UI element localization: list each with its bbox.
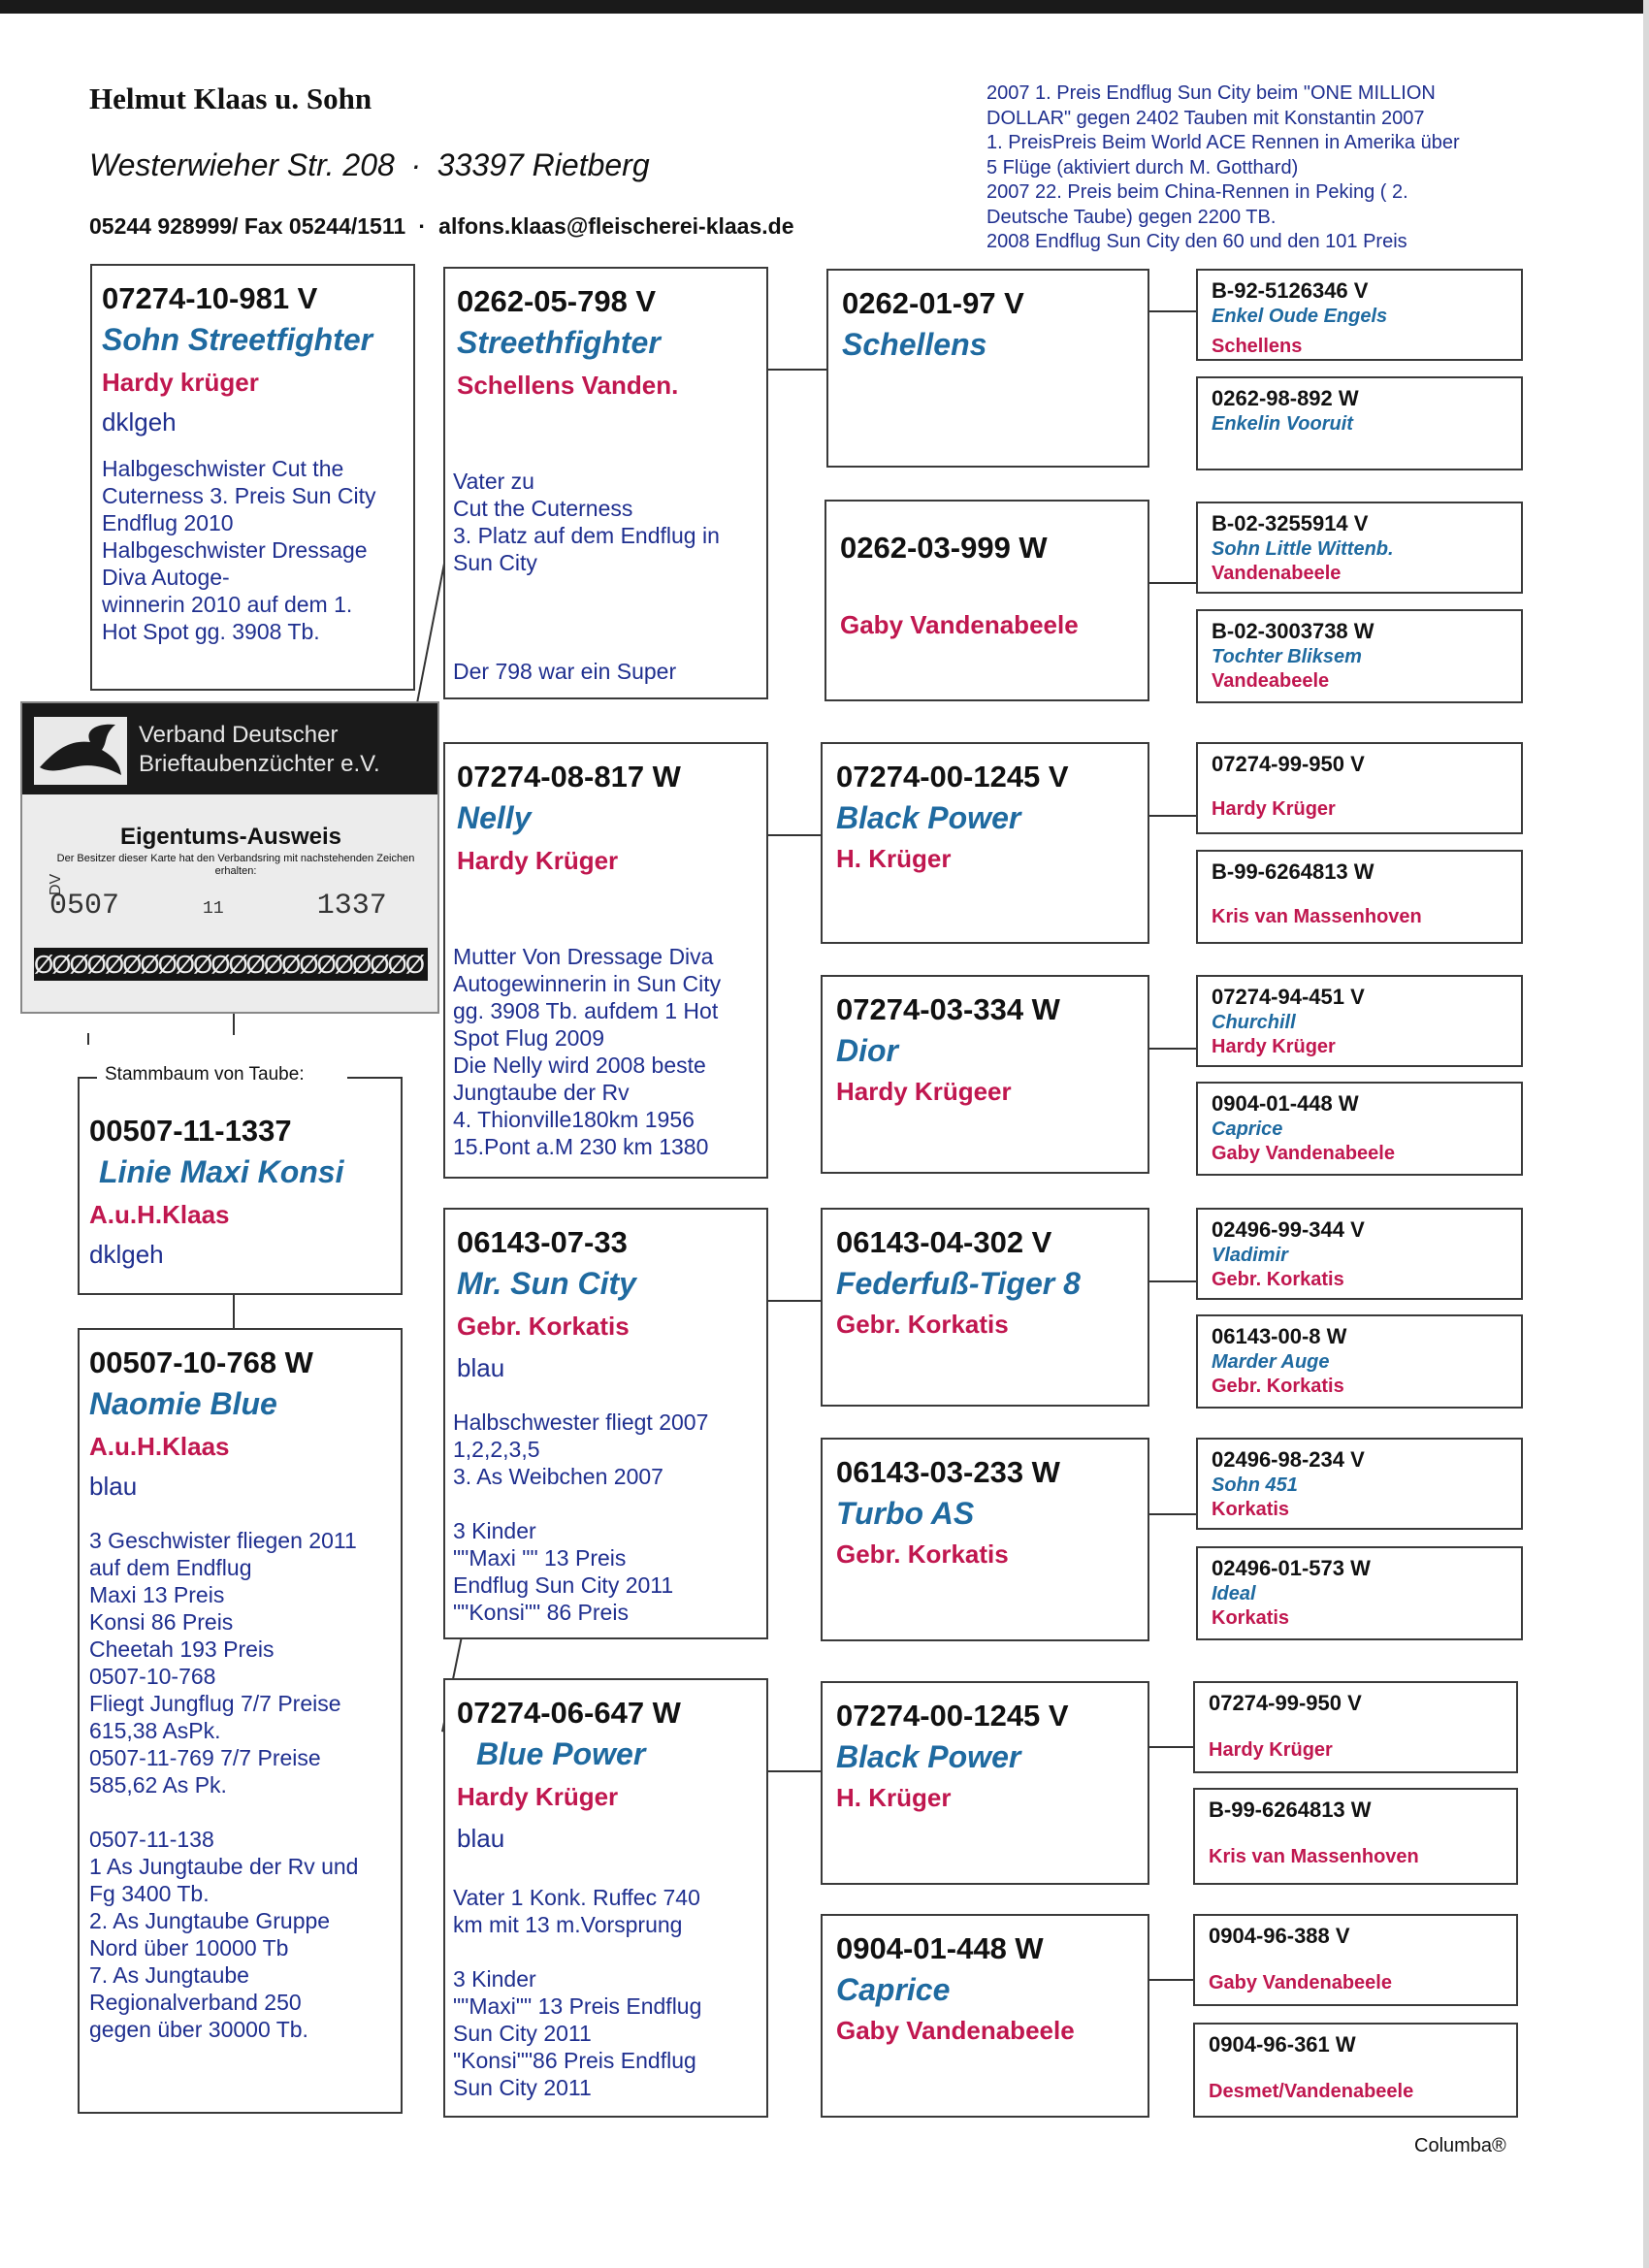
plumage-color: dklgeh [89, 1240, 164, 1269]
connector [1149, 815, 1196, 817]
card-title: Eigentums-Ausweis [119, 824, 342, 850]
breeder: Kris van Massenhoven [1212, 906, 1422, 927]
breeder: Hardy Krüger [457, 1782, 619, 1811]
breeder: Hardy krüger [102, 368, 259, 397]
pedigree-gen4-box [1196, 1438, 1523, 1530]
ring-number: 0262-03-999 W [840, 531, 1048, 565]
pedigree-gen4-box [1196, 1208, 1523, 1300]
pedigree-notes: Halbschwester fliegt 2007 1,2,2,3,5 3. As Weibchen 2007 3 Kinder ""Maxi "" 13 Preis Endflug Sun City 2011 ""Konsi"" 86 Preis [453, 1409, 709, 1625]
connector [1149, 1979, 1196, 1981]
phone: 05244 928999/ Fax 05244/1511 [89, 213, 406, 239]
breeder: Vandenabeele [1212, 563, 1342, 584]
pedigree-gen3-box [821, 1681, 1149, 1885]
pigeon-name: Nelly [457, 800, 532, 835]
pedigree-gen3-box [821, 1914, 1149, 2118]
pigeon-name: Black Power [836, 800, 1021, 835]
pigeon-name: Churchill [1212, 1012, 1296, 1033]
pedigree-gen4-box [1193, 1681, 1518, 1773]
breeder-name: Helmut Klaas u. Sohn [89, 81, 372, 115]
breeder: Hardy Krüger [457, 846, 619, 875]
contact-separator: · [418, 213, 426, 239]
achievement-line: 2008 Endflug Sun City den 60 und den 101 Preis [986, 231, 1407, 252]
pedigree-notes: Halbgeschwister Cut the Cuterness 3. Preis Sun City Endflug 2010 Halbgeschwister Dressage Diva Autoge- winnerin 2010 auf dem 1. Hot Spot gg. 3908 Tb. [102, 456, 376, 644]
pedigree-gen2-box [443, 1208, 768, 1639]
pedigree-gen3-box [826, 269, 1149, 468]
connector [87, 1033, 89, 1045]
card-band-number [49, 890, 387, 923]
pedigree-notes: Vater zu Cut the Cuterness 3. Platz auf dem Endflug in Sun City Der 798 war ein Super [453, 469, 720, 684]
connector [768, 369, 826, 371]
achievements [986, 81, 1530, 255]
ring-number: 02496-98-234 V [1212, 1447, 1365, 1472]
breeder-contact [89, 213, 794, 240]
pigeon-name: Blue Power [476, 1736, 646, 1771]
ring-number: 00507-10-768 W [89, 1345, 313, 1379]
breeder-address [89, 147, 650, 183]
pigeon-name: Dior [836, 1033, 898, 1068]
pedigree-gen4-box [1196, 1314, 1523, 1409]
ring-number: B-92-5126346 V [1212, 278, 1369, 303]
pedigree-gen4-box [1196, 1546, 1523, 1640]
achievement-line: 2007 22. Preis beim China-Rennen in Peking ( 2. [986, 181, 1408, 203]
pigeon-name: Mr. Sun City [457, 1266, 636, 1301]
pedigree-gen4-box [1193, 1788, 1518, 1885]
plumage-color: blau [457, 1824, 505, 1853]
breeder: Hardy Krüger [1212, 1036, 1336, 1057]
plumage-color: blau [457, 1353, 505, 1382]
pedigree-gen4-box [1196, 850, 1523, 944]
connector [768, 1770, 821, 1772]
ring-number: 0262-01-97 V [842, 286, 1024, 320]
email: alfons.klaas@fleischerei-klaas.de [438, 213, 794, 239]
pigeon-name: Enkelin Vooruit [1212, 413, 1353, 435]
breeder: Desmet/Vandenabeele [1209, 2081, 1414, 2102]
pigeon-name: Turbo AS [836, 1496, 975, 1531]
ring-number: 07274-99-950 V [1209, 1691, 1362, 1715]
address-separator: · [410, 147, 422, 182]
pedigree-sire [90, 264, 415, 691]
pigeon-name: Caprice [1212, 1118, 1283, 1140]
ring-number: 06143-00-8 W [1212, 1324, 1347, 1348]
card-header [22, 703, 439, 794]
pigeon-name: Tochter Bliksem [1212, 646, 1362, 667]
pigeon-name: Enkel Oude Engels [1212, 306, 1388, 327]
pigeon-name: Schellens [842, 327, 987, 362]
card-year: 11 [203, 899, 224, 919]
breeder: Gebr. Korkatis [1212, 1376, 1344, 1397]
ownership-card [20, 701, 439, 1014]
pedigree-gen3-box [821, 1208, 1149, 1407]
ring-number: 07274-08-817 W [457, 760, 681, 794]
subject-box-top-border [347, 1077, 403, 1079]
connector [768, 834, 821, 836]
connector [1149, 1048, 1196, 1050]
connector [1149, 582, 1196, 584]
achievement-line: Deutsche Taube) gegen 2200 TB. [986, 206, 1277, 228]
breeder: Hardy Krüger [1212, 798, 1336, 820]
breeder: Vandeabeele [1212, 670, 1330, 692]
breeder: H. Krüger [836, 1783, 952, 1812]
pigeon-name: Sohn Little Wittenb. [1212, 538, 1394, 560]
scan-edge-top [0, 0, 1649, 14]
card-dv: DV [48, 873, 64, 895]
pedigree-gen4-box [1193, 1914, 1518, 2006]
breeder: Schellens Vanden. [457, 371, 679, 400]
breeder: Gaby Vandenabeele [1209, 1972, 1392, 1993]
pedigree-gen4-box [1196, 1082, 1523, 1176]
pigeon-name: Federfuß-Tiger 8 [836, 1266, 1081, 1301]
breeder: Gaby Vandenabeele [836, 2016, 1075, 2045]
pigeon-name: Naomie Blue [89, 1386, 277, 1421]
pigeon-name: Sohn Streetfighter [102, 322, 373, 357]
ring-number: 0262-98-892 W [1212, 386, 1359, 410]
ring-number: 0262-05-798 V [457, 284, 657, 318]
breeder: Korkatis [1212, 1607, 1290, 1629]
plumage-color: dklgeh [102, 407, 177, 437]
ring-number: 06143-04-302 V [836, 1225, 1052, 1259]
connector [768, 1300, 821, 1302]
ring-number: 07274-00-1245 V [836, 760, 1069, 794]
subject-box-top-border [78, 1077, 97, 1079]
connector [233, 1014, 235, 1035]
breeder: Gebr. Korkatis [836, 1310, 1009, 1339]
breeder: Gaby Vandenabeele [840, 610, 1079, 639]
footer-brand: Columba® [1414, 2135, 1506, 2156]
breeder: Hardy Krügeer [836, 1077, 1012, 1106]
achievement-line: 1. PreisPreis Beim World ACE Rennen in Amerika über [986, 132, 1460, 153]
breeder: Gebr. Korkatis [836, 1539, 1009, 1569]
pedigree-gen4-box [1193, 2023, 1518, 2118]
pedigree-gen3-box [821, 975, 1149, 1174]
ring-number: 00507-11-1337 [89, 1114, 292, 1148]
pedigree-notes: 3 Geschwister fliegen 2011 auf dem Endflug Maxi 13 Preis Konsi 86 Preis Cheetah 193 Preis 0507-10-768 Fliegt Jungflug 7/7 Preise 615,38 AsPk. 0507-11-769 7/7 Preise 585,62 As Pk. 0507-11-138 1 As Jungtaube der Rv und Fg 3400 Tb. 2. As Jungtaube Gruppe Nord über 10000 Tb 7. As Jungtaube Regionalverband 250 gegen über 30000 Tb. [89, 1528, 359, 2042]
breeder: Gaby Vandenabeele [1212, 1143, 1395, 1164]
pigeon-name: Ideal [1212, 1583, 1256, 1604]
ring-number: 0904-96-388 V [1209, 1924, 1350, 1948]
pedigree-gen2-box [443, 267, 768, 699]
ring-number: 02496-01-573 W [1212, 1556, 1371, 1580]
breeder: Gebr. Korkatis [1212, 1269, 1344, 1290]
ring-number: 06143-03-233 W [836, 1455, 1060, 1489]
card-org-line: Brieftaubenzüchter e.V. [139, 751, 380, 777]
pedigree-gen2-box [443, 742, 768, 1179]
street: Westerwieher Str. 208 [89, 147, 395, 182]
pigeon-name: Streethfighter [457, 325, 661, 360]
ring-number: 07274-06-647 W [457, 1696, 681, 1730]
card-org [139, 721, 380, 779]
ring-number: 06143-07-33 [457, 1225, 628, 1259]
connector [1149, 1280, 1196, 1282]
scan-edge-right [1643, 0, 1649, 2268]
pigeon-name: Sohn 451 [1212, 1474, 1298, 1496]
pedigree-gen4-box [1196, 975, 1523, 1067]
card-club: 0507 [49, 890, 120, 923]
connector [1149, 310, 1196, 312]
pigeon-name: Vladimir [1212, 1245, 1288, 1266]
ring-number: B-99-6264813 W [1209, 1798, 1372, 1822]
breeder: A.u.H.Klaas [89, 1200, 230, 1229]
breeder: Gebr. Korkatis [457, 1312, 630, 1341]
card-number: 1337 [316, 890, 387, 923]
ring-number: B-02-3255914 V [1212, 511, 1369, 535]
dove-logo-icon [34, 717, 127, 785]
pedigree-notes: Mutter Von Dressage Diva Autogewinnerin in Sun City gg. 3908 Tb. aufdem 1 Hot Spot Flug 2009 Die Nelly wird 2008 beste Jungtaube der Rv 4. Thionville180km 1956 15.Pont a.M 230 km 1380 [453, 944, 722, 1159]
pedigree-gen3-box [824, 500, 1149, 701]
pedigree-gen4-box [1196, 609, 1523, 703]
pigeon-name: Marder Auge [1212, 1351, 1330, 1373]
ring-number: 0904-96-361 W [1209, 2032, 1356, 2057]
pedigree-gen4-box [1196, 502, 1523, 594]
ring-number: 07274-10-981 V [102, 281, 318, 315]
breeder: Schellens [1212, 336, 1303, 357]
pedigree-gen2-box [443, 1678, 768, 2118]
ring-number: 02496-99-344 V [1212, 1217, 1365, 1242]
pedigree-notes: Vater 1 Konk. Ruffec 740 km mit 13 m.Vorsprung 3 Kinder ""Maxi"" 13 Preis Endflug Sun City 2011 "Konsi""86 Preis Endflug Sun City 2011 [453, 1885, 702, 2100]
card-org-line: Verband Deutscher [139, 722, 339, 748]
ring-number: B-99-6264813 W [1212, 859, 1374, 884]
ring-number: 07274-00-1245 V [836, 1699, 1069, 1733]
breeder: Kris van Massenhoven [1209, 1846, 1419, 1867]
pedigree-gen3-box [821, 742, 1149, 944]
card-pattern-band: ØØØØØØØØØØØØØØØØØØØØØØ [34, 948, 428, 981]
plumage-color: blau [89, 1472, 138, 1501]
pigeon-name: Black Power [836, 1739, 1021, 1774]
achievement-line: 5 Flüge (aktiviert durch M. Gotthard) [986, 156, 1299, 178]
breeder: A.u.H.Klaas [89, 1432, 230, 1461]
ring-number: B-02-3003738 W [1212, 619, 1374, 643]
breeder: H. Krüger [836, 844, 952, 873]
connector [233, 1295, 235, 1328]
achievement-line: 2007 1. Preis Endflug Sun City beim "ONE MILLION [986, 82, 1436, 104]
ring-number: 0904-01-448 W [836, 1931, 1044, 1965]
card-text: Der Besitzer dieser Karte hat den Verbandsring mit nachstehenden Zeichen erhalten: [56, 853, 415, 877]
city: 33397 Rietberg [436, 147, 650, 182]
connector [1149, 1746, 1196, 1748]
pedigree-subject [78, 1077, 403, 1295]
connector [1149, 1513, 1196, 1515]
ring-number: 07274-94-451 V [1212, 985, 1365, 1009]
pigeon-name: Caprice [836, 1972, 951, 2007]
breeder: Korkatis [1212, 1499, 1290, 1520]
pedigree-gen4-box [1196, 376, 1523, 470]
breeder: Hardy Krüger [1209, 1739, 1333, 1761]
ring-number: 07274-99-950 V [1212, 752, 1365, 776]
pigeon-name: Linie Maxi Konsi [99, 1154, 344, 1189]
subject-label: Stammbaum von Taube: [101, 1064, 308, 1085]
pedigree-dam [78, 1328, 403, 2114]
ring-number: 07274-03-334 W [836, 992, 1060, 1026]
ring-number: 0904-01-448 W [1212, 1091, 1359, 1116]
pedigree-gen3-box [821, 1438, 1149, 1641]
pedigree-gen4-box [1196, 269, 1523, 361]
achievement-line: DOLLAR" gegen 2402 Tauben mit Konstantin 2007 [986, 107, 1425, 129]
pedigree-gen4-box [1196, 742, 1523, 834]
